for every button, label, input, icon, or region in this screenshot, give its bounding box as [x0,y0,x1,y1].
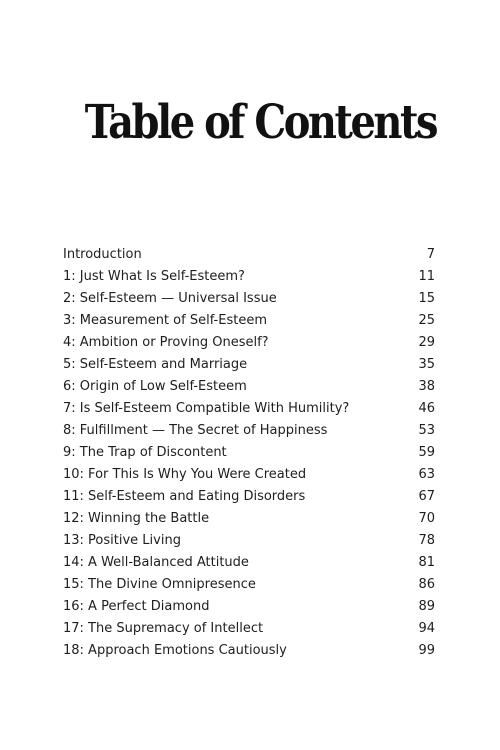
toc-entry [63,508,435,530]
toc-entry-page-number: 99 [418,643,435,658]
toc-entry-title: 12: Winning the Battle [63,511,210,526]
toc-entry-title: 18: Approach Emotions Cautiously [63,643,287,658]
toc-entry-title: 5: Self-Esteem and Marriage [63,357,248,372]
toc-entry [63,596,435,618]
toc-entry [63,310,435,332]
toc-entry-title: 10: For This Is Why You Were Created [63,467,307,482]
toc-entry-page-number: 78 [418,533,435,548]
toc-entry-page-number: 11 [418,269,435,284]
toc-entry-page-number: 35 [418,357,435,372]
toc-entry-title: 8: Fulfillment — The Secret of Happiness [63,423,328,438]
toc-entry-title: 7: Is Self-Esteem Compatible With Humility? [63,401,350,416]
toc-entry-title: 9: The Trap of Discontent [63,445,227,460]
toc-entry-page-number: 67 [418,489,435,504]
toc-entry-title: 13: Positive Living [63,533,181,548]
toc-entry [63,530,435,552]
table-of-contents-list [63,244,435,662]
toc-entry-title: 14: A Well-Balanced Attitude [63,555,249,570]
toc-entry [63,244,435,266]
toc-entry-title: 1: Just What Is Self-Esteem? [63,269,245,284]
toc-entry [63,398,435,420]
toc-entry-title: 6: Origin of Low Self-Esteem [63,379,247,394]
page-title: Table of Contents [84,94,436,150]
toc-entry-page-number: 59 [418,445,435,460]
toc-entry-page-number: 15 [418,291,435,306]
toc-entry-title: 3: Measurement of Self-Esteem [63,313,267,328]
toc-entry-page-number: 89 [418,599,435,614]
toc-entry-title: Introduction [63,247,142,262]
toc-entry-page-number: 29 [418,335,435,350]
toc-entry-page-number: 38 [418,379,435,394]
toc-entry-page-number: 81 [418,555,435,570]
toc-entry [63,640,435,662]
toc-entry-page-number: 53 [418,423,435,438]
toc-entry-page-number: 94 [418,621,435,636]
toc-entry-title: 11: Self-Esteem and Eating Disorders [63,489,306,504]
toc-entry-title: 17: The Supremacy of Intellect [63,621,264,636]
toc-entry [63,354,435,376]
toc-entry-title: 15: The Divine Omnipresence [63,577,256,592]
toc-entry [63,618,435,640]
toc-entry-page-number: 46 [418,401,435,416]
toc-entry [63,442,435,464]
toc-entry-page-number: 7 [426,247,435,262]
toc-entry-page-number: 63 [418,467,435,482]
toc-entry-page-number: 25 [418,313,435,328]
toc-entry-title: 16: A Perfect Diamond [63,599,210,614]
toc-entry-page-number: 86 [418,577,435,592]
toc-entry [63,486,435,508]
toc-entry [63,464,435,486]
toc-entry [63,376,435,398]
toc-entry [63,420,435,442]
toc-entry-page-number: 70 [418,511,435,526]
toc-entry [63,332,435,354]
toc-entry [63,552,435,574]
toc-entry [63,288,435,310]
toc-entry [63,574,435,596]
toc-entry [63,266,435,288]
toc-entry-title: 4: Ambition or Proving Oneself? [63,335,269,350]
toc-entry-title: 2: Self-Esteem — Universal Issue [63,291,277,306]
